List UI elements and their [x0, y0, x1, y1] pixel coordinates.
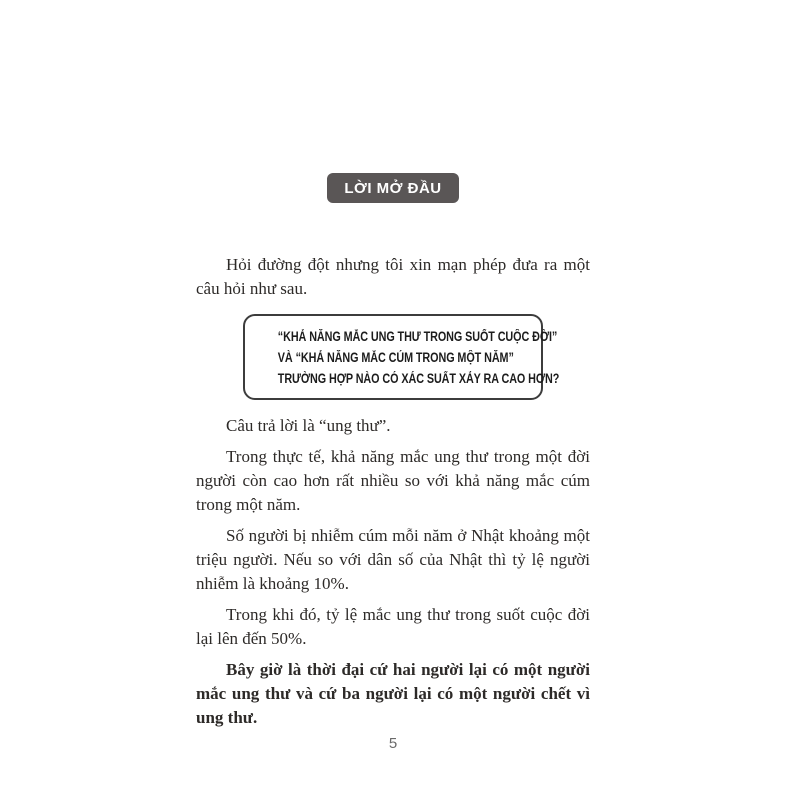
paragraph-answer: Câu trả lời là “ung thư”.	[226, 416, 391, 435]
question-box-line-3: TRƯỜNG HỢP NÀO CÓ XÁC SUẤT XẢY RA CAO HƠN?	[277, 371, 560, 386]
chapter-badge-row	[0, 0, 786, 203]
question-box-line-1: “KHẢ NĂNG MẮC UNG THƯ TRONG SUỐT CUỘC ĐỜI”	[277, 329, 558, 344]
paragraph-cancer-rate: Trong khi đó, tỷ lệ mắc ung thư trong suốt cuộc đời lại lên đến 50%.	[196, 605, 590, 648]
question-box	[243, 314, 560, 400]
page-content	[196, 253, 590, 730]
paragraph-comparison: Trong thực tế, khả năng mắc ung thư trong một đời người còn cao hơn rất nhiều so với khả năng mắc cúm trong một năm.	[196, 447, 590, 514]
page-number: 5	[388, 735, 398, 752]
question-box-line-2: VÀ “KHẢ NĂNG MẮC CÚM TRONG MỘT NĂM”	[277, 350, 514, 365]
paragraph-intro: Hỏi đường đột nhưng tôi xin mạn phép đưa ra một câu hỏi như sau.	[196, 255, 590, 298]
paragraph-flu-statistics: Số người bị nhiễm cúm mỗi năm ở Nhật khoảng một triệu người. Nếu so với dân số của Nhật thì tỷ lệ người nhiễm là khoảng 10%.	[196, 526, 590, 593]
chapter-badge: LỜI MỞ ĐẦU	[327, 173, 458, 203]
paragraph-emphasis: Bây giờ là thời đại cứ hai người lại có một người mắc ung thư và cứ ba người lại có một người chết vì ung thư.	[196, 660, 590, 727]
